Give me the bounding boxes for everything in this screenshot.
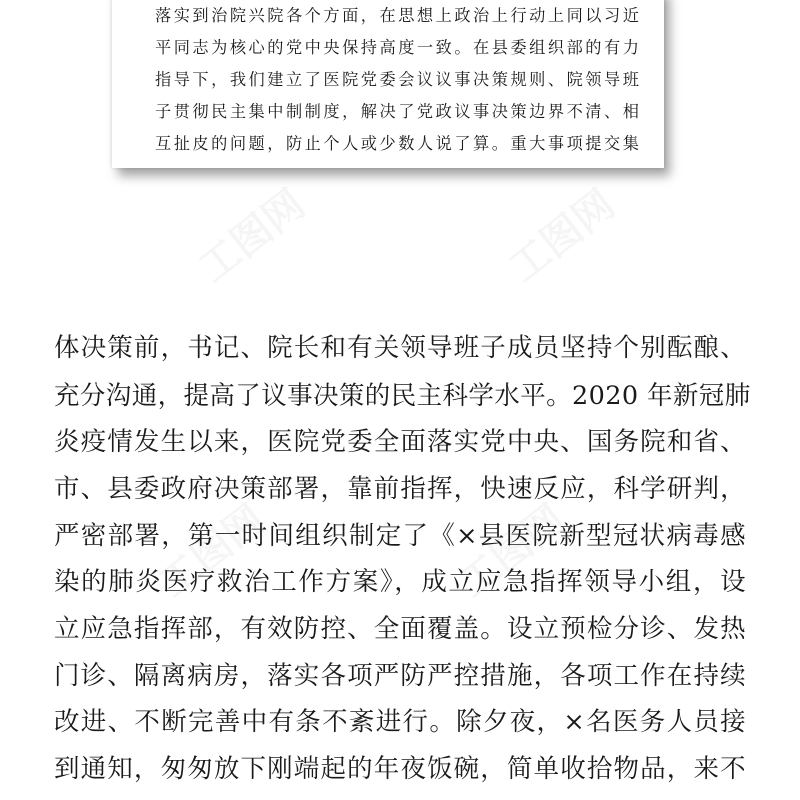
- watermark: 工图网: [190, 181, 314, 292]
- body-text-line: 门诊、隔离病房，落实各项严防严控措施，各项工作在持续: [54, 661, 746, 691]
- card-text-line: 落实到治院兴院各个方面，在思想上政治上行动上同以习近: [155, 6, 640, 25]
- watermark: 工图网: [150, 496, 274, 607]
- body-text-line: 严密部署，第一时间组织制定了《×县医院新型冠状病毒感: [54, 521, 746, 551]
- body-text-line: 充分沟通，提高了议事决策的民主科学水平。2020 年新冠肺: [54, 381, 751, 411]
- card-text-line: 互扯皮的问题，防止个人或少数人说了算。重大事项提交集: [155, 134, 640, 153]
- card-text-line: 指导下，我们建立了医院党委会议议事决策规则、院领导班: [155, 70, 640, 89]
- watermark: 工图网: [500, 181, 624, 292]
- body-text-line: 改进、不断完善中有条不紊进行。除夕夜，×名医务人员接: [54, 707, 746, 737]
- body-text-line: 市、县委政府决策部署，靠前指挥，快速反应，科学研判，: [54, 474, 746, 504]
- watermark: 工图网: [450, 496, 574, 607]
- body-text-line: 立应急指挥部，有效防控、全面覆盖。设立预检分诊、发热: [54, 614, 746, 644]
- card-text-line: 子贯彻民主集中制制度，解决了党政议事决策边界不清、相: [155, 102, 640, 121]
- card-text-line: 平同志为核心的党中央保持高度一致。在县委组织部的有力: [155, 38, 640, 57]
- document-card: [112, 0, 664, 168]
- body-text-line: 染的肺炎医疗救治工作方案》，成立应急指挥领导小组，设: [54, 567, 746, 597]
- body-text-line: 体决策前，书记、院长和有关领导班子成员坚持个别酝酿、: [54, 333, 746, 363]
- body-text-line: 到通知，匆匆放下刚端起的年夜饭碗，简单收拾物品，来不: [54, 754, 746, 784]
- body-text-line: 炎疫情发生以来，医院党委全面落实党中央、国务院和省、: [54, 427, 746, 457]
